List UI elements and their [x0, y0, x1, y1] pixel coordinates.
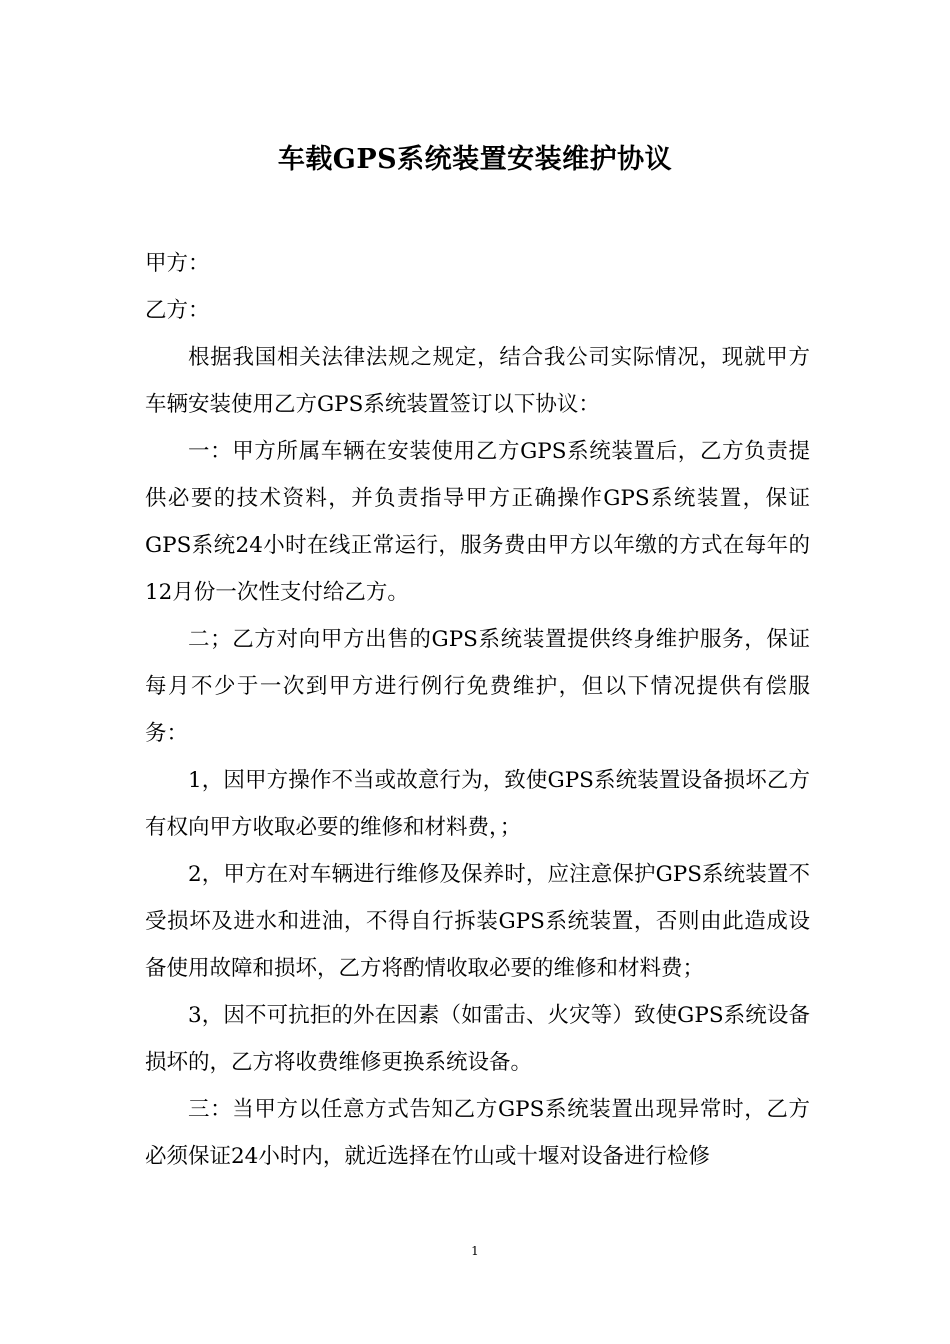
paragraph-clause-1: 一：甲方所属车辆在安装使用乙方GPS系统装置后，乙方负责提供必要的技术资料，并负责指导甲方正确操作GPS系统装置，保证GPS系统24小时在线正常运行，服务费由甲方以年缴的方式在每年的12月份一次性支付给乙方。 — [145, 439, 810, 605]
paragraph-preamble: 根据我国相关法律法规之规定，结合我公司实际情况，现就甲方车辆安装使用乙方GPS系统装置签订以下协议： — [145, 345, 810, 417]
paragraph-clause-2: 二；乙方对向甲方出售的GPS系统装置提供终身维护服务，保证每月不少于一次到甲方进行例行免费维护，但以下情况提供有偿服务： — [145, 627, 810, 746]
paragraph-clause-3: 三：当甲方以任意方式告知乙方GPS系统装置出现异常时，乙方必须保证24小时内，就近选择在竹山或十堰对设备进行检修 — [145, 1097, 810, 1169]
party-b-line: 乙方： — [145, 298, 210, 323]
document-title: 车载GPS系统装置安装维护协议 — [277, 144, 673, 175]
document-body — [145, 240, 810, 1180]
paragraph-item-1: 1，因甲方操作不当或故意行为，致使GPS系统装置设备损坏乙方有权向甲方收取必要的维修和材料费，； — [145, 768, 810, 840]
paragraph-item-2: 2，甲方在对车辆进行维修及保养时，应注意保护GPS系统装置不受损坏及进水和进油，不得自行拆装GPS系统装置，否则由此造成设备使用故障和损坏，乙方将酌情收取必要的维修和材料费； — [145, 862, 810, 981]
paragraph-item-3: 3，因不可抗拒的外在因素（如雷击、火灾等）致使GPS系统设备损坏的，乙方将收费维修更换系统设备。 — [145, 1003, 810, 1075]
party-a-line: 甲方： — [145, 251, 210, 276]
page-number: 1 — [471, 1244, 479, 1258]
